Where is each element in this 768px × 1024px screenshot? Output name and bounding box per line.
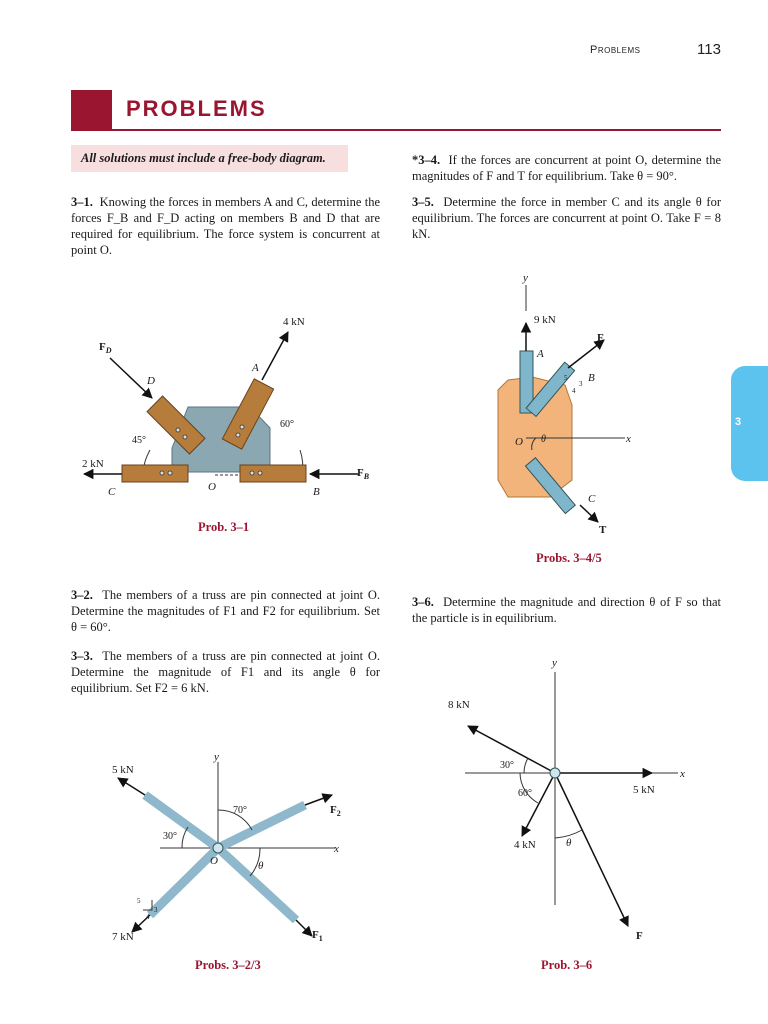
label-tri-4: 4 (146, 913, 150, 921)
caption-prob-3-2-3: Probs. 3–2/3 (195, 958, 261, 972)
label-x: x (626, 433, 631, 445)
label-4kn: 4 kN (514, 839, 536, 851)
label-angle-60: 60° (518, 788, 532, 799)
label-o: O (210, 855, 218, 867)
label-tri-3: 3 (154, 906, 158, 914)
label-c: C (588, 493, 596, 505)
problem-text: Knowing the forces in members A and C, determine the forces F_B and F_D acting on members B and D that are required for equilibrium. The force system is concurrent at point O. (71, 195, 381, 257)
label-4kn: 4 kN (283, 316, 305, 328)
problem-text: Determine the magnitude and direction θ of F so that the particle is in equilibrium. (412, 595, 722, 625)
angle-arc-30 (524, 758, 528, 773)
label-f: F (636, 930, 643, 942)
figure-prob-3-2-3 (100, 750, 350, 950)
label-angle-45: 45° (132, 435, 146, 446)
member-f2 (218, 805, 305, 848)
label-8kn: 8 kN (448, 699, 470, 711)
problem-3-2 (71, 587, 380, 635)
problem-number: 3–3. (71, 649, 93, 663)
label-7kn: 7 kN (112, 931, 134, 943)
problem-text: The members of a truss are pin connected at joint O. Determine the magnitude of F1 and its angle θ for equilibrium. Set F2 = 6 kN. (71, 649, 380, 695)
problem-number: 3–1. (71, 195, 93, 209)
force-arrow-fd (110, 358, 152, 398)
joint-o (213, 843, 223, 853)
label-angle-60: 60° (280, 419, 294, 430)
caption-prob-3-6: Prob. 3–6 (541, 958, 593, 972)
figure-prob-3-4-5 (480, 265, 650, 545)
label-theta: θ (566, 837, 572, 849)
instruction-note (71, 145, 348, 172)
problem-3-4 (412, 152, 721, 184)
member-c (122, 465, 188, 482)
label-x: x (680, 768, 685, 780)
label-b: B (313, 486, 320, 498)
figure-prob-3-6 (440, 650, 700, 950)
label-y: y (214, 751, 219, 763)
force-arrow-f2 (305, 795, 332, 805)
problem-3-6 (412, 594, 721, 626)
problem-3-5 (412, 194, 721, 242)
label-a: A (537, 348, 544, 360)
label-2kn: 2 kN (82, 458, 104, 470)
label-5kn: 5 kN (112, 764, 134, 776)
label-f2: $F_2$ (330, 804, 341, 818)
problem-number: 3–2. (71, 588, 93, 602)
problem-text: Determine the force in member C and its angle θ for equilibrium. The forces are concurrent at point O. Take F = 8 kN. (412, 195, 722, 241)
label-c: C (108, 486, 116, 498)
label-a: A (252, 362, 259, 374)
figure-prob-3-1 (70, 300, 400, 540)
force-arrow-f (555, 773, 628, 926)
caption-prob-3-1: Prob. 3–1 (198, 520, 250, 534)
label-tri-4: 4 (572, 387, 576, 395)
label-fb: $F_B$ (357, 467, 370, 481)
member-f1 (218, 848, 296, 920)
label-y: y (552, 657, 557, 669)
force-arrow-4kn (522, 773, 555, 836)
member-7kn (150, 848, 218, 915)
running-header-section: Problems (590, 44, 641, 56)
label-tri-3: 3 (579, 380, 583, 388)
label-f: F (597, 332, 604, 344)
label-tri-5: 5 (564, 374, 568, 382)
label-d: D (147, 375, 155, 387)
title-accent-block (71, 90, 112, 130)
label-angle-30: 30° (163, 831, 177, 842)
label-angle-70: 70° (233, 805, 247, 816)
label-theta: θ (541, 434, 546, 445)
page-number: 113 (697, 41, 721, 58)
caption-prob-3-4-5: Probs. 3–4/5 (536, 551, 602, 565)
label-5kn: 5 kN (633, 784, 655, 796)
force-arrow-5kn (118, 778, 145, 795)
label-o: O (515, 436, 523, 448)
problem-number: 3–6. (412, 595, 434, 609)
particle (550, 768, 560, 778)
chapter-tab (731, 366, 768, 481)
force-arrow-4kn (262, 332, 288, 380)
force-arrow-t (580, 505, 598, 522)
label-x: x (334, 843, 339, 855)
label-tri-5: 5 (137, 897, 141, 905)
member-5kn (145, 795, 218, 848)
force-arrow-f1 (296, 920, 312, 936)
instruction-note-text: All solutions must include a free-body diagram. (81, 151, 326, 165)
label-f1: $F_1$ (312, 929, 323, 943)
problem-text: If the forces are concurrent at point O, determine the magnitudes of F and T for equilibrium. Take θ = 90°. (412, 153, 722, 183)
label-theta: θ (258, 860, 264, 872)
label-fd: $F_D$ (99, 341, 112, 355)
label-9kn: 9 kN (534, 314, 556, 326)
chapter-tab-label: 3 (735, 416, 742, 428)
gusset-plate (498, 377, 572, 497)
problem-number: *3–4. (412, 153, 441, 167)
problem-3-1 (71, 194, 380, 258)
label-o: O (208, 481, 216, 493)
label-t: T (599, 524, 607, 536)
label-b: B (588, 372, 595, 384)
page-title: PROBLEMS (126, 96, 267, 121)
force-arrow-f (568, 340, 604, 368)
problem-text: The members of a truss are pin connected at joint O. Determine the magnitudes of F1 and F2 for equilibrium. Set θ = 60°. (71, 588, 380, 634)
problem-3-3 (71, 648, 380, 696)
problem-number: 3–5. (412, 195, 434, 209)
label-angle-30: 30° (500, 760, 514, 771)
label-y: y (523, 272, 528, 284)
title-rule (71, 129, 721, 131)
